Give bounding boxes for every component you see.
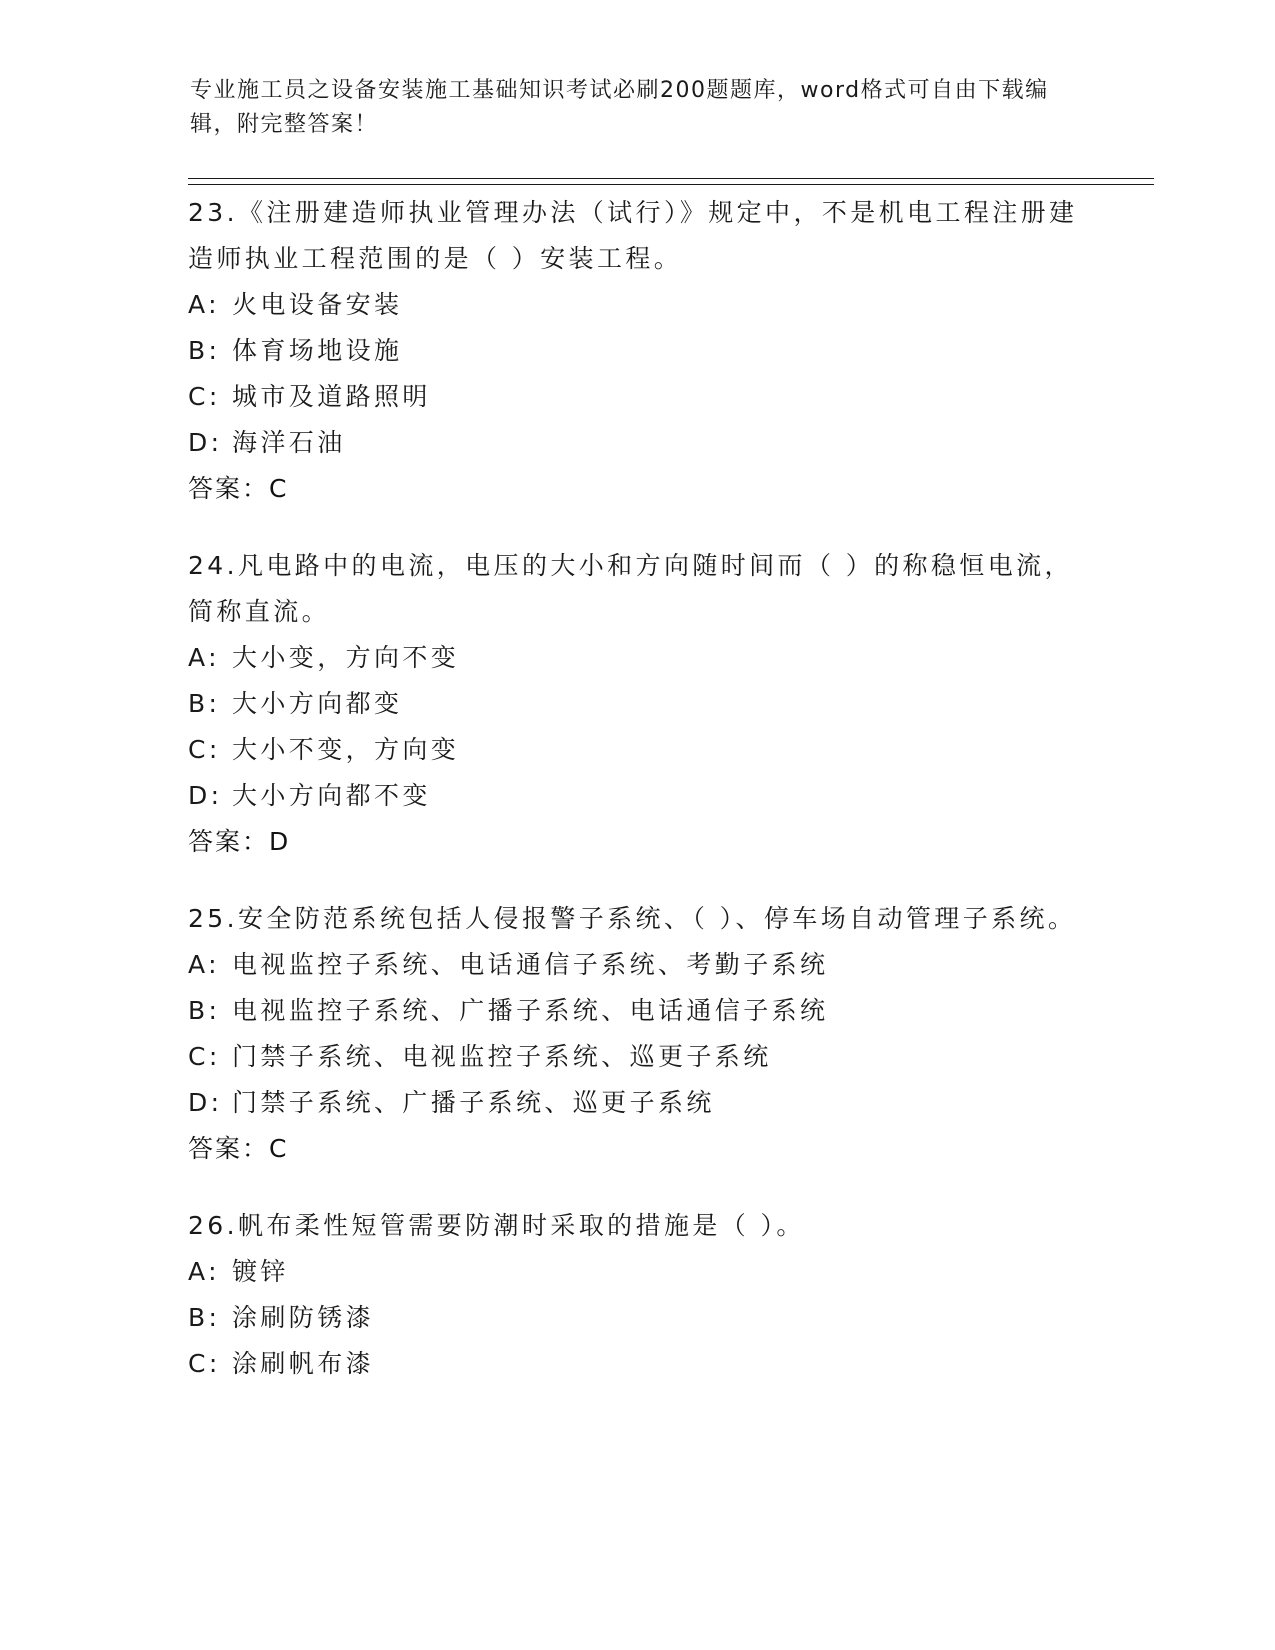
option-text: 门禁子系统、广播子系统、巡更子系统 — [232, 1088, 715, 1117]
question-26 — [188, 1203, 1088, 1387]
option-a — [188, 282, 1088, 328]
option-c — [188, 727, 1088, 773]
option-a — [188, 1249, 1088, 1295]
answer: 答案：D — [188, 827, 291, 856]
question-23 — [188, 190, 1088, 512]
question-25 — [188, 896, 1088, 1172]
question-stem: 23.《注册建造师执业管理办法（试行）》规定中，不是机电工程注册建造师执业工程范围的是（ ）安装工程。 — [188, 198, 1078, 273]
question-24 — [188, 543, 1088, 865]
option-a — [188, 635, 1088, 681]
option-text: 城市及道路照明 — [232, 382, 431, 411]
question-stem: 25.安全防范系统包括人侵报警子系统、（ ）、停车场自动管理子系统。 — [188, 904, 1077, 933]
question-stem: 26.帆布柔性短管需要防潮时采取的措施是（ ）。 — [188, 1211, 805, 1240]
option-b — [188, 1295, 1088, 1341]
question-list — [188, 190, 1088, 1418]
option-key: B: — [188, 689, 221, 718]
option-text: 电视监控子系统、广播子系统、电话通信子系统 — [232, 996, 829, 1025]
header-divider-top — [188, 178, 1154, 179]
option-text: 体育场地设施 — [232, 336, 403, 365]
option-key: B: — [188, 336, 221, 365]
option-key: B: — [188, 1303, 221, 1332]
option-b — [188, 328, 1088, 374]
option-text: 大小不变，方向变 — [232, 735, 460, 764]
option-text: 大小方向都变 — [232, 689, 403, 718]
option-d — [188, 420, 1088, 466]
header-divider-bottom — [188, 184, 1154, 185]
option-text: 海洋石油 — [232, 428, 346, 457]
option-text: 镀锌 — [232, 1257, 289, 1286]
option-d — [188, 1080, 1088, 1126]
option-text: 门禁子系统、电视监控子系统、巡更子系统 — [232, 1042, 772, 1071]
option-b — [188, 681, 1088, 727]
document-header: 专业施工员之设备安装施工基础知识考试必刷200题题库，word格式可自由下载编辑，附完整答案！ — [190, 78, 1049, 137]
option-text: 涂刷帆布漆 — [232, 1349, 375, 1378]
option-c — [188, 1034, 1088, 1080]
option-key: A: — [188, 290, 220, 319]
option-c — [188, 374, 1088, 420]
option-a — [188, 942, 1088, 988]
question-stem: 24.凡电路中的电流，电压的大小和方向随时间而（ ）的称稳恒电流，简称直流。 — [188, 551, 1073, 626]
option-key: C: — [188, 735, 221, 764]
option-key: A: — [188, 1257, 220, 1286]
option-key: D: — [188, 428, 223, 457]
option-key: A: — [188, 643, 220, 672]
option-key: A: — [188, 950, 220, 979]
option-d — [188, 773, 1088, 819]
option-text: 电视监控子系统、电话通信子系统、考勤子系统 — [232, 950, 829, 979]
option-key: C: — [188, 382, 221, 411]
option-key: D: — [188, 781, 223, 810]
option-b — [188, 988, 1088, 1034]
option-key: B: — [188, 996, 221, 1025]
option-key: D: — [188, 1088, 223, 1117]
option-text: 涂刷防锈漆 — [232, 1303, 375, 1332]
answer: 答案：C — [188, 1134, 289, 1163]
option-text: 大小方向都不变 — [232, 781, 431, 810]
option-key: C: — [188, 1349, 221, 1378]
option-key: C: — [188, 1042, 221, 1071]
option-c — [188, 1341, 1088, 1387]
option-text: 火电设备安装 — [232, 290, 403, 319]
option-text: 大小变，方向不变 — [232, 643, 460, 672]
answer: 答案：C — [188, 474, 289, 503]
